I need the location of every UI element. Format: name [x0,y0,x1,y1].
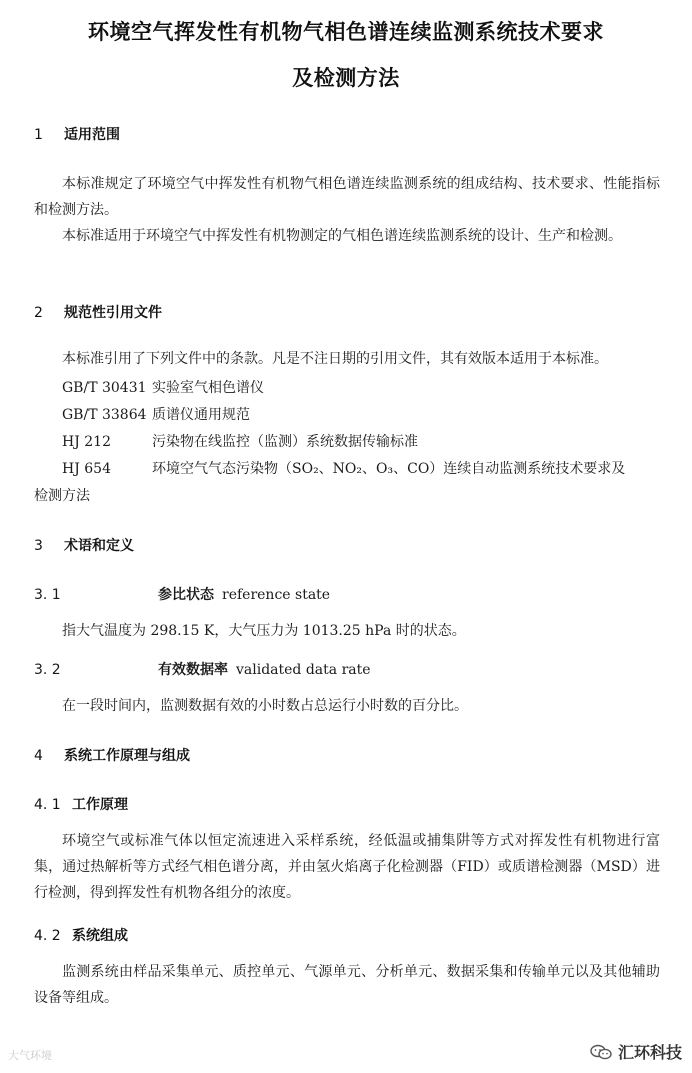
reference-code: GB/T 33864 [62,407,147,423]
section-4-heading [34,745,190,765]
section-3-heading [34,535,134,555]
section-title: 适用范围 [64,127,120,143]
section-number: 3 [34,538,43,554]
term-chinese: 有效数据率 [158,662,228,678]
subsection-4-1-heading [34,794,128,814]
subsection-number: 4. 2 [34,928,61,944]
term-number: 3. 1 [34,587,61,603]
paragraph: 环境空气或标准气体以恒定流速进入采样系统，经低温或捕集阱等方式对挥发性有机物进行富集，通过热解析等方式经气相色谱分离，并由氢火焰离子化检测器（FID）或质谱检测器（MSD）进行检测，得到挥发性有机物各组分的浓度。 [34,833,660,901]
subsection-title: 工作原理 [72,797,128,813]
watermark-right [590,1040,682,1063]
subsection-title: 系统组成 [72,928,128,944]
term-english: validated data rate [236,662,371,678]
section-title: 术语和定义 [64,538,134,554]
term-3-1 [34,584,330,604]
reference-code: HJ 212 [62,434,111,450]
watermark-left [8,1047,52,1063]
reference-item [62,431,418,451]
section-number: 4 [34,748,43,764]
section-title: 系统工作原理与组成 [64,748,190,764]
paragraph: 本标准引用了下列文件中的条款。凡是不注日期的引用文件，其有效版本适用于本标准。 [62,351,608,367]
reference-code: GB/T 30431 [62,380,147,396]
watermark-right-text: 汇环科技 [617,1043,682,1062]
reference-title: 环境空气气态污染物（SO₂、NO₂、O₃、CO）连续自动监测系统技术要求及 [152,461,626,477]
section-number: 2 [34,305,43,321]
section-1-heading [34,124,120,144]
term-english: reference state [222,587,331,603]
section-2-heading [34,302,162,322]
reference-item [62,377,264,397]
reference-continuation: 检测方法 [34,488,90,504]
watermark-left-text: 大气环境 [8,1049,52,1062]
reference-title: 质谱仪通用规范 [152,407,250,423]
paragraph: 本标准适用于环境空气中挥发性有机物测定的气相色谱连续监测系统的设计、生产和检测。 [62,228,622,244]
section-title: 规范性引用文件 [64,305,162,321]
term-number: 3. 2 [34,662,61,678]
reference-item [62,458,625,478]
reference-title: 污染物在线监控（监测）系统数据传输标准 [152,434,418,450]
term-definition: 在一段时间内，监测数据有效的小时数占总运行小时数的百分比。 [62,698,468,714]
reference-code: HJ 654 [62,461,111,477]
term-3-2 [34,659,371,679]
subsection-4-2-heading [34,925,128,945]
reference-item [62,404,250,424]
reference-title: 实验室气相色谱仪 [152,380,264,396]
paragraph: 监测系统由样品采集单元、质控单元、气源单元、分析单元、数据采集和传输单元以及其他辅助设备等组成。 [34,964,660,1006]
term-chinese: 参比状态 [158,587,214,603]
subsection-number: 4. 1 [34,797,61,813]
document-title-line1: 环境空气挥发性有机物气相色谱连续监测系统技术要求 [88,20,604,44]
document-title-line2: 及检测方法 [292,66,400,90]
paragraph: 本标准规定了环境空气中挥发性有机物气相色谱连续监测系统的组成结构、技术要求、性能指标和检测方法。 [34,176,660,218]
wechat-icon [590,1044,612,1060]
term-definition: 指大气温度为 298.15 K，大气压力为 1013.25 hPa 时的状态。 [62,623,466,639]
section-number: 1 [34,127,43,143]
